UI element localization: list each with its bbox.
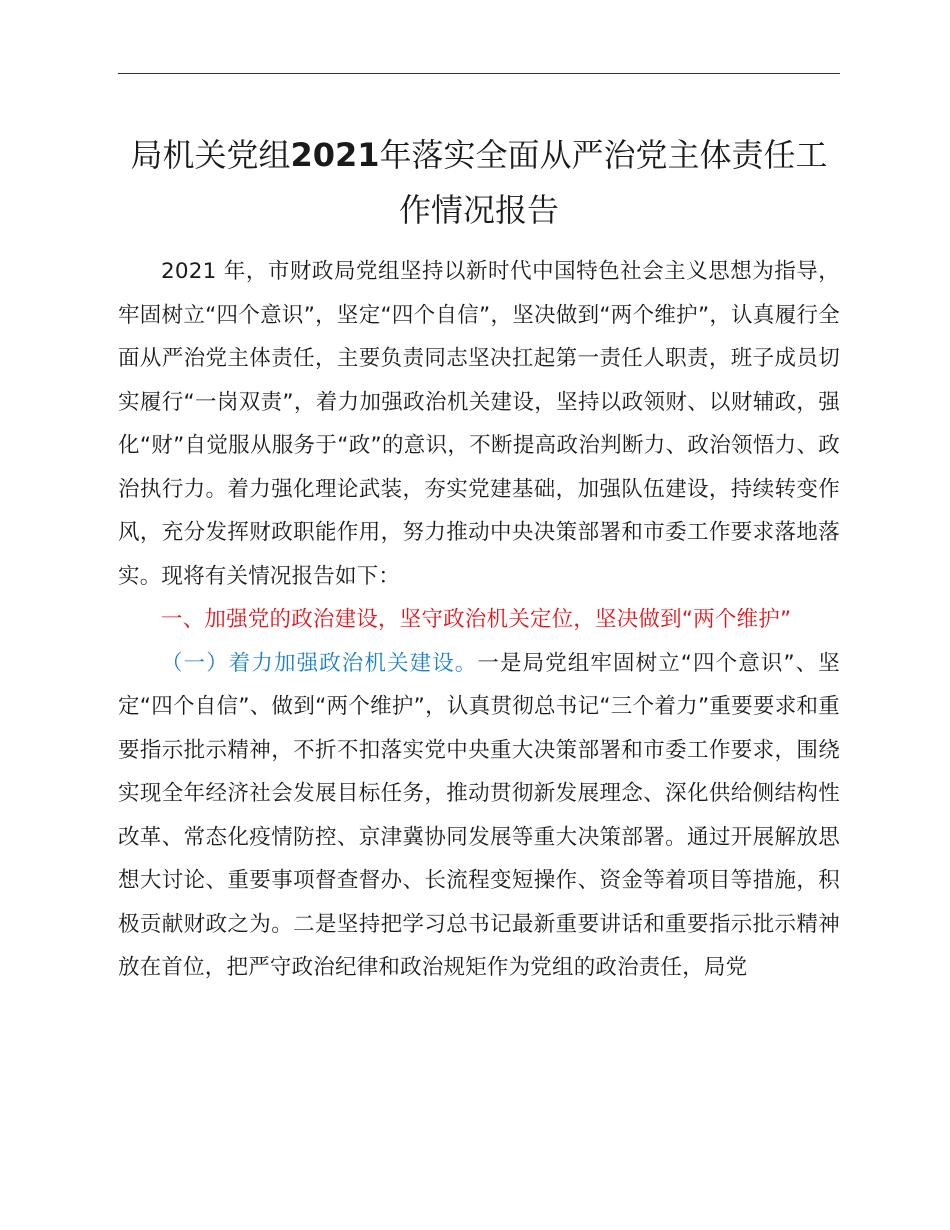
title-part1: 局机关党组 — [130, 136, 291, 174]
subsection-heading-1: （一）着力加强政治机关建设。 — [161, 650, 478, 676]
subsection-paragraph-1 — [118, 642, 840, 990]
intro-paragraph: 2021 年，市财政局党组坚持以新时代中国特色社会主义思想为指导，牢固树立“四个意识”，坚定“四个自信”，坚决做到“两个维护”，认真履行全面从严治党主体责任，主要负责同志坚决扛起第一责任人职责，班子成员切实履行“一岗双责”，着力加强政治机关建设，坚持以政领财、以财辅政，强化“财”自觉服从服务于“政”的意识，不断提高政治判断力、政治领悟力、政治执行力。着力强化理论武装，夯实党建基础，加强队伍建设，持续转变作风，充分发挥财政职能作用，努力推动中央决策部署和市委工作要求落地落实。现将有关情况报告如下： — [118, 259, 840, 589]
subsection-body-1: 一是局党组牢固树立“四个意识”、坚定“四个自信”、做到“两个维护”，认真贯彻总书记“三个着力”重要要求和重要指示批示精神，不折不扣落实党中央重大决策部署和市委工作要求，围绕实现全年经济社会发展目标任务，推动贯彻新发展理念、深化供给侧结构性改革、常态化疫情防控、京津冀协同发展等重大决策部署。通过开展解放思想大讨论、重要事项督查督办、长流程变短操作、资金等着项目等措施，积极贡献财政之为。二是坚持把学习总书记最新重要讲话和重要指示批示精神放在首位，把严守政治纪律和政治规矩作为党组的政治责任，局党 — [118, 650, 840, 980]
section-heading-1: 一、加强党的政治建设，坚守政治机关定位，坚决做到“两个维护” — [161, 607, 792, 632]
document-title — [118, 128, 840, 238]
title-year: 2021 — [290, 136, 380, 174]
document-body — [118, 250, 840, 990]
header-rule — [118, 73, 840, 74]
title-part2: 年落实全面从严治党主体责任工作情况报告 — [379, 136, 828, 229]
